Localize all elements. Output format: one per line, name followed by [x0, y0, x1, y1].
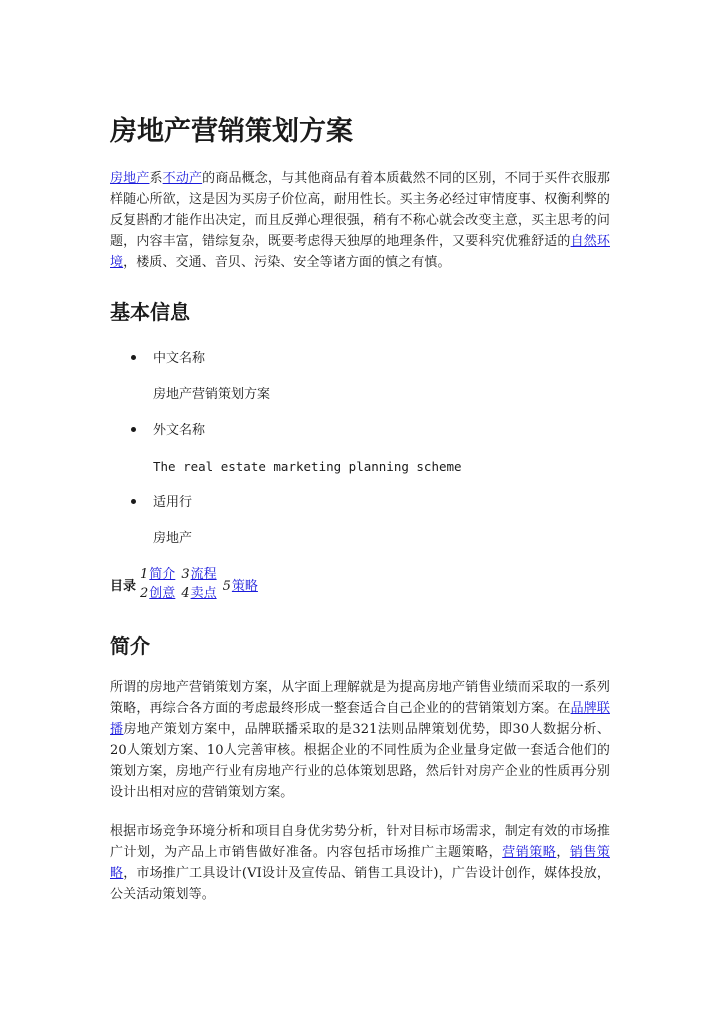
link-marketing-strategy[interactable]: 营销策略: [502, 845, 557, 860]
basic-info-heading: 基本信息: [110, 300, 190, 324]
toc-num: 1: [140, 567, 149, 582]
intro-section-heading: 简介: [110, 634, 150, 658]
document-page: [110, 110, 610, 905]
bullet-icon: [131, 355, 136, 360]
toc-item-intro[interactable]: [140, 565, 175, 584]
intro-section-paragraph-1: [110, 677, 610, 803]
link-natural-environment[interactable]: 自然环境: [110, 234, 610, 270]
basic-info-list: [110, 349, 610, 549]
toc-num: 5: [222, 578, 231, 594]
toc-item-creative[interactable]: [140, 584, 175, 603]
toc-link[interactable]: 卖点: [190, 586, 217, 601]
info-key: 适用行: [153, 495, 193, 510]
info-item-chinese-name: [110, 349, 610, 405]
toc-num: 3: [181, 567, 190, 582]
info-item-industry: [110, 493, 610, 549]
p2-text-3: ，市场推广工具设计(VI设计及宣传品、销售工具设计)，广告设计创作，媒体投放，公关活动策划等。: [110, 866, 610, 902]
intro-text-2: 的商品概念，与其他商品有着本质截然不同的区别，不同于买件衣服那样随心所欲，这是因为买房子价位高，耐用性长。买主务必经过审情度事、权衡利弊的反复斟酌才能作出决定，而且反弹心理很强，稍有不称心就会改变主意，买主思考的问题，内容丰富，错综复杂，既要考虑得天独厚的地理条件，又要科究优雅舒适的: [110, 171, 610, 249]
info-value: The real estate marketing planning scheme: [153, 459, 462, 474]
toc-grid: [140, 565, 217, 603]
info-key: 外文名称: [153, 423, 206, 438]
toc-link[interactable]: 流程: [190, 567, 217, 582]
toc-link[interactable]: 创意: [149, 586, 176, 601]
p1-text-1: 所谓的房地产营销策划方案，从字面上理解就是为提高房地产销售业绩而采取的一系列策略，再综合各方面的考虑最终形成一整套适合自己企业的的营销策划方案。在: [110, 680, 610, 716]
toc-num: 4: [181, 586, 190, 601]
toc-link[interactable]: 简介: [149, 567, 176, 582]
toc-label: 目录: [110, 578, 137, 594]
p1-text-2: 房地产策划方案中，品牌联播采取的是321法则品牌策划优势，即30人数据分析、20人策划方案、10人完善审核。根据企业的不同性质为企业量身定做一套适合他们的策划方案，房地产行业有房地产行业的总体策划思路，然后针对房产企业的性质再分别设计出相对应的营销策划方案。: [110, 722, 610, 800]
intro-text-3: ，楼质、交通、音贝、污染、安全等诸方面的慎之有慎。: [123, 255, 451, 270]
intro-section-paragraph-2: [110, 821, 610, 905]
table-of-contents: [110, 565, 610, 603]
info-value: 房地产: [153, 531, 193, 546]
toc-item-strategy[interactable]: [223, 575, 258, 594]
link-real-estate[interactable]: 房地产: [110, 171, 150, 186]
bullet-icon: [131, 499, 136, 504]
info-value: 房地产营销策划方案: [153, 387, 271, 402]
info-item-foreign-name: [110, 421, 610, 477]
intro-paragraph: [110, 168, 610, 273]
toc-num: 2: [140, 586, 149, 601]
bullet-icon: [131, 427, 136, 432]
link-brand-broadcast[interactable]: 品牌联播: [110, 701, 610, 737]
toc-link[interactable]: 策略: [231, 578, 258, 594]
p2-text-1: 根据市场竞争环境分析和项目自身优劣势分析，针对目标市场需求，制定有效的市场推广计划，为产品上市销售做好准备。内容包括市场推广主题策略，: [110, 824, 610, 860]
p2-text-2: ，: [556, 845, 570, 860]
toc-item-process[interactable]: [181, 565, 216, 584]
link-sales-strategy[interactable]: 销售策略: [110, 845, 610, 881]
toc-item-selling-points[interactable]: [181, 584, 216, 603]
page-title: 房地产营销策划方案: [110, 116, 353, 147]
intro-text-1: 系: [149, 171, 163, 186]
info-key: 中文名称: [153, 351, 206, 366]
link-immovable-property[interactable]: 不动产: [162, 171, 203, 186]
